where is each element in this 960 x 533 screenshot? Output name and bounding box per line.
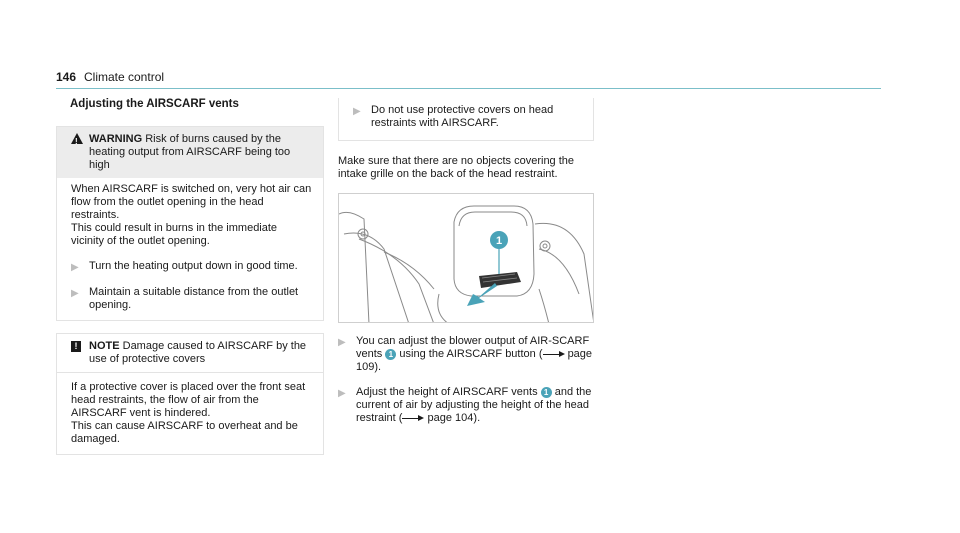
step-text: Maintain a suitable distance from the outlet opening. (89, 286, 299, 311)
warning-text-2: This could result in burns in the immediate vicinity of the outlet opening. (71, 222, 278, 247)
note-text-2: This can cause AIRSCARF to overheat and be damaged. (71, 420, 298, 445)
step-arrow-icon: ▶ (338, 388, 346, 399)
note-step: Do not use protective covers on head restraints with AIRSCARF. (371, 104, 554, 129)
warning-triangle-icon (71, 133, 83, 144)
note-header (57, 334, 323, 373)
head-restraint-illustration (338, 193, 594, 323)
warning-label: WARNING (89, 133, 143, 145)
note-exclamation-icon: ! (71, 341, 81, 352)
page-reference-arrow-icon (543, 351, 565, 358)
step-arrow-icon: ▶ (338, 337, 346, 348)
figure-callout: 1 (495, 235, 503, 247)
left-column (56, 98, 324, 455)
seat-drawing (339, 194, 594, 323)
instruction-paragraph: Make sure that there are no objects covering the intake grille on the back of the head restraint. (338, 155, 575, 180)
step2-page-ref[interactable]: page 104). (427, 412, 481, 424)
note-box (56, 333, 324, 455)
step-text: Turn the heating output down in good time. (89, 260, 298, 272)
warning-body (57, 178, 323, 320)
step-arrow-icon: ▶ (71, 262, 79, 273)
warning-header (57, 127, 323, 178)
note-text-1: If a protective cover is placed over the front seat head restraints, the flow of air from the AIRSCARF vent is hindered. (71, 381, 306, 419)
note-body (57, 373, 323, 454)
callout-badge: 1 (541, 387, 552, 398)
page-number: 146 (56, 70, 77, 84)
callout-badge: 1 (385, 349, 396, 360)
page-header (56, 70, 881, 88)
step2-text-b: and the current of air by adjusting the height of the head restraint ( (356, 386, 592, 424)
section-heading: Adjusting the AIRSCARF vents (70, 98, 239, 110)
warning-text-1: When AIRSCARF is switched on, very hot air can flow from the outlet opening in the head restraints. (71, 183, 312, 221)
step-arrow-icon: ▶ (71, 288, 79, 299)
right-step-1 (338, 335, 594, 374)
header-rule (56, 88, 881, 89)
warning-step-1 (71, 260, 313, 274)
section-title: Climate control (84, 70, 165, 84)
right-column (338, 98, 594, 425)
note-title: Damage caused to AIRSCARF by the use of protective covers (89, 340, 307, 365)
step1-text-a: You can adjust the blower output of AIR-SCARF vents (356, 335, 590, 360)
page-reference-arrow-icon (402, 415, 424, 422)
warning-title: Risk of burns caused by the heating output from AIRSCARF being too high (89, 133, 291, 171)
step1-page-ref[interactable]: page 109). (356, 348, 593, 373)
note-continuation (338, 98, 594, 141)
step2-text-a: Adjust the height of AIRSCARF vents (356, 386, 538, 398)
step1-text-b: using the AIRSCARF button ( (399, 348, 543, 360)
right-step-2 (338, 386, 594, 425)
warning-box (56, 126, 324, 321)
note-label: NOTE (89, 340, 120, 352)
step-arrow-icon: ▶ (353, 106, 361, 117)
warning-step-2 (71, 286, 313, 312)
